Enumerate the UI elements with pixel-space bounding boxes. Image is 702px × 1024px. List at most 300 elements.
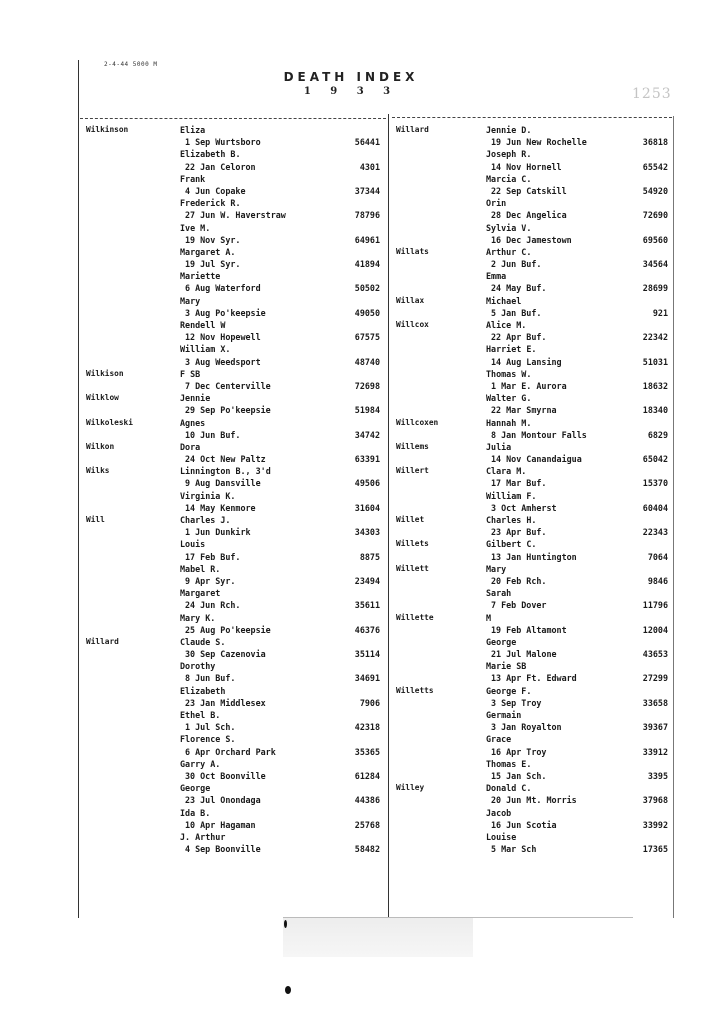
entry-detail-line <box>86 282 384 294</box>
entry-name-line <box>86 295 384 307</box>
index-entry <box>396 295 672 319</box>
index-entry <box>396 636 672 660</box>
index-entry <box>86 660 384 684</box>
certificate-number: 6829 <box>647 429 668 440</box>
death-date-place: 3 Oct Amherst <box>491 502 557 513</box>
certificate-number: 35611 <box>354 600 380 611</box>
entry-detail-line <box>396 794 672 806</box>
entry-name-line <box>396 538 672 550</box>
index-entry <box>396 465 672 489</box>
given-name: Mariette <box>180 271 221 282</box>
entry-detail-line <box>396 624 672 636</box>
certificate-number: 56441 <box>354 137 380 148</box>
certificate-number: 37968 <box>642 795 668 806</box>
entry-name-line <box>86 465 384 477</box>
given-name: Frank <box>180 173 206 184</box>
entry-name-line <box>86 831 384 843</box>
index-entry <box>86 173 384 197</box>
entry-detail-line <box>396 575 672 587</box>
given-name: Emma <box>486 271 507 282</box>
certificate-number: 51984 <box>354 405 380 416</box>
surname: Willetts <box>396 685 434 695</box>
death-date-place: 3 Sep Troy <box>491 697 542 708</box>
certificate-number: 72690 <box>642 210 668 221</box>
index-entry <box>86 807 384 831</box>
entry-detail-line <box>396 721 672 733</box>
entry-name-line <box>86 246 384 258</box>
entry-name-line <box>396 636 672 648</box>
index-entry <box>86 197 384 221</box>
death-date-place: 22 Mar Smyrna <box>491 405 557 416</box>
entry-name-line <box>86 709 384 721</box>
death-date-place: 7 Feb Dover <box>491 600 547 611</box>
index-column-left <box>86 124 384 855</box>
entry-detail-line <box>396 697 672 709</box>
given-name: Michael <box>486 295 522 306</box>
certificate-number: 33912 <box>642 746 668 757</box>
death-date-place: 28 Dec Angelica <box>491 210 567 221</box>
entry-name-line <box>86 636 384 648</box>
certificate-number: 49050 <box>354 307 380 318</box>
given-name: Walter G. <box>486 393 532 404</box>
entry-detail-line <box>86 429 384 441</box>
certificate-number: 921 <box>652 307 668 318</box>
certificate-number: 54920 <box>642 185 668 196</box>
index-entry <box>396 490 672 514</box>
entry-name-line <box>396 319 672 331</box>
death-date-place: 5 Jan Buf. <box>491 307 542 318</box>
given-name: Harriet E. <box>486 344 537 355</box>
entry-name-line <box>86 490 384 502</box>
surname: Wilkoleski <box>86 417 133 427</box>
given-name: George F. <box>486 685 532 696</box>
entry-name-line <box>396 441 672 453</box>
death-date-place: 6 Apr Orchard Park <box>185 746 276 757</box>
index-entry <box>396 270 672 294</box>
death-date-place: 4 Sep Boonville <box>185 844 261 855</box>
entry-name-line <box>396 612 672 624</box>
entry-detail-line <box>86 624 384 636</box>
surname: Wilkon <box>86 441 115 451</box>
entry-detail-line <box>86 575 384 587</box>
given-name: Agnes <box>180 417 206 428</box>
entry-name-line <box>86 538 384 550</box>
entry-name-line <box>86 343 384 355</box>
death-date-place: 9 Apr Syr. <box>185 575 236 586</box>
index-entry <box>86 295 384 319</box>
entry-detail-line <box>86 551 384 563</box>
entry-detail-line <box>86 770 384 782</box>
death-date-place: 13 Jan Huntington <box>491 551 577 562</box>
given-name: Jacob <box>486 807 512 818</box>
certificate-number: 22343 <box>642 527 668 538</box>
given-name: F SB <box>180 368 201 379</box>
surname: Willey <box>396 783 425 793</box>
entry-name-line <box>86 612 384 624</box>
death-date-place: 4 Jun Copake <box>185 185 246 196</box>
index-entry <box>396 514 672 538</box>
index-entry <box>86 222 384 246</box>
death-date-place: 20 Jun Mt. Morris <box>491 795 577 806</box>
given-name: Virginia K. <box>180 490 236 501</box>
death-date-place: 23 Apr Buf. <box>491 527 547 538</box>
given-name: George <box>486 636 517 647</box>
given-name: Hannah M. <box>486 417 532 428</box>
entry-detail-line <box>396 819 672 831</box>
given-name: Ida B. <box>180 807 211 818</box>
death-date-place: 10 Jun Buf. <box>185 429 241 440</box>
entry-name-line <box>86 392 384 404</box>
death-date-place: 19 Jul Syr. <box>185 259 241 270</box>
entry-name-line <box>396 685 672 697</box>
certificate-number: 7064 <box>647 551 668 562</box>
entry-name-line <box>396 563 672 575</box>
entry-name-line <box>86 197 384 209</box>
death-date-place: 23 Jan Middlesex <box>185 697 266 708</box>
index-entry <box>86 392 384 416</box>
entry-detail-line <box>86 746 384 758</box>
entry-detail-line <box>396 282 672 294</box>
certificate-number: 46376 <box>354 624 380 635</box>
entry-detail-line <box>396 429 672 441</box>
entry-name-line <box>86 319 384 331</box>
certificate-number: 64961 <box>354 234 380 245</box>
certificate-number: 22342 <box>642 332 668 343</box>
entry-detail-line <box>86 721 384 733</box>
given-name: Sylvia V. <box>486 222 532 233</box>
index-entry <box>396 392 672 416</box>
entry-detail-line <box>86 307 384 319</box>
entry-detail-line <box>86 819 384 831</box>
entry-name-line <box>86 270 384 282</box>
surname: Wilks <box>86 466 110 476</box>
entry-name-line <box>86 417 384 429</box>
given-name: Mary <box>180 295 201 306</box>
death-date-place: 19 Nov Syr. <box>185 234 241 245</box>
page-number: 1253 <box>632 86 672 102</box>
entry-detail-line <box>86 599 384 611</box>
certificate-number: 3395 <box>647 770 668 781</box>
entry-detail-line <box>396 746 672 758</box>
certificate-number: 78796 <box>354 210 380 221</box>
entry-name-line <box>396 733 672 745</box>
index-entry <box>86 490 384 514</box>
entry-detail-line <box>86 258 384 270</box>
given-name: Florence S. <box>180 734 236 745</box>
death-date-place: 16 Apr Troy <box>491 746 547 757</box>
index-entry <box>396 417 672 441</box>
entry-detail-line <box>86 136 384 148</box>
entry-detail-line <box>86 843 384 855</box>
entry-detail-line <box>396 185 672 197</box>
entry-detail-line <box>86 648 384 660</box>
entry-detail-line <box>396 672 672 684</box>
top-rule-right <box>392 117 672 118</box>
death-date-place: 13 Apr Ft. Edward <box>491 673 577 684</box>
entry-name-line <box>86 587 384 599</box>
death-date-place: 23 Jul Onondaga <box>185 795 261 806</box>
index-entry <box>396 222 672 246</box>
entry-name-line <box>396 782 672 794</box>
death-date-place: 30 Sep Cazenovia <box>185 649 266 660</box>
death-date-place: 19 Feb Altamont <box>491 624 567 635</box>
certificate-number: 36818 <box>642 137 668 148</box>
entry-name-line <box>396 343 672 355</box>
ink-blot <box>284 920 287 928</box>
surname: Willet <box>396 515 425 524</box>
index-entry <box>86 758 384 782</box>
entry-detail-line <box>396 209 672 221</box>
entry-name-line <box>86 173 384 185</box>
index-entry <box>86 612 384 636</box>
entry-name-line <box>396 295 672 307</box>
death-date-place: 17 Mar Buf. <box>491 478 547 489</box>
index-entry <box>396 563 672 587</box>
given-name: Donald C. <box>486 783 532 794</box>
index-entry <box>86 685 384 709</box>
certificate-number: 50502 <box>354 283 380 294</box>
entry-detail-line <box>86 404 384 416</box>
index-entry <box>86 563 384 587</box>
entry-detail-line <box>396 404 672 416</box>
top-rule-left <box>80 118 386 119</box>
given-name: Thomas E. <box>486 758 532 769</box>
certificate-number: 41894 <box>354 259 380 270</box>
certificate-number: 17365 <box>642 844 668 855</box>
entry-name-line <box>396 124 672 136</box>
given-name: Charles H. <box>486 515 537 525</box>
certificate-number: 39367 <box>642 722 668 733</box>
death-date-place: 30 Oct Boonville <box>185 770 266 781</box>
index-entry <box>86 441 384 465</box>
entry-detail-line <box>86 209 384 221</box>
entry-detail-line <box>396 136 672 148</box>
given-name: Margaret A. <box>180 246 236 257</box>
entry-detail-line <box>396 477 672 489</box>
death-date-place: 24 Jun Rch. <box>185 600 241 611</box>
certificate-number: 18632 <box>642 380 668 391</box>
index-entry <box>396 709 672 733</box>
given-name: William F. <box>486 490 537 501</box>
certificate-number: 48740 <box>354 356 380 367</box>
death-date-place: 22 Jan Celoron <box>185 161 256 172</box>
surname: Willax <box>396 295 425 305</box>
death-date-place: 14 Nov Hornell <box>491 161 562 172</box>
entry-name-line <box>396 222 672 234</box>
page-year: 1 9 3 3 <box>303 86 399 97</box>
certificate-number: 42318 <box>354 722 380 733</box>
certificate-number: 4301 <box>359 161 380 172</box>
death-date-place: 12 Nov Hopewell <box>185 332 261 343</box>
certificate-number: 9846 <box>647 575 668 586</box>
death-date-place: 8 Jun Buf. <box>185 673 236 684</box>
given-name: Margaret <box>180 588 221 599</box>
given-name: Orin <box>486 198 507 209</box>
entry-detail-line <box>396 526 672 538</box>
index-entry <box>396 587 672 611</box>
certificate-number: 51031 <box>642 356 668 367</box>
index-entry <box>396 368 672 392</box>
entry-detail-line <box>86 331 384 343</box>
entry-detail-line <box>86 234 384 246</box>
certificate-number: 35365 <box>354 746 380 757</box>
surname: Will <box>86 515 105 524</box>
entry-detail-line <box>396 331 672 343</box>
certificate-number: 25768 <box>354 819 380 830</box>
death-date-place: 22 Sep Catskill <box>491 185 567 196</box>
certificate-number: 63391 <box>354 454 380 465</box>
certificate-number: 8875 <box>359 551 380 562</box>
index-column-right <box>396 124 672 855</box>
given-name: Dorothy <box>180 661 216 672</box>
certificate-number: 49506 <box>354 478 380 489</box>
entry-name-line <box>396 514 672 526</box>
death-date-place: 7 Dec Centerville <box>185 380 271 391</box>
certificate-number: 12004 <box>642 624 668 635</box>
entry-detail-line <box>396 843 672 855</box>
death-date-place: 22 Apr Buf. <box>491 332 547 343</box>
death-date-place: 14 Nov Canandaigua <box>491 454 582 465</box>
entry-name-line <box>86 368 384 380</box>
given-name: Mary <box>486 563 507 574</box>
entry-name-line <box>396 758 672 770</box>
given-name: Frederick R. <box>180 198 241 209</box>
index-entry <box>396 685 672 709</box>
entry-name-line <box>86 685 384 697</box>
given-name: Dora <box>180 441 201 452</box>
form-code: 2-4-44 5000 M <box>104 61 158 68</box>
index-entry <box>396 246 672 270</box>
entry-detail-line <box>86 697 384 709</box>
death-date-place: 25 Aug Po'keepsie <box>185 624 271 635</box>
surname: Willett <box>396 563 429 573</box>
entry-detail-line <box>86 185 384 197</box>
index-entry <box>396 831 672 855</box>
index-entry <box>396 538 672 562</box>
death-date-place: 1 Jun Dunkirk <box>185 527 251 538</box>
index-entry <box>396 148 672 172</box>
death-date-place: 8 Jan Montour Falls <box>491 429 587 440</box>
entry-name-line <box>86 733 384 745</box>
entry-detail-line <box>396 599 672 611</box>
given-name: Mabel R. <box>180 563 221 574</box>
entry-detail-line <box>396 551 672 563</box>
right-border <box>673 116 674 918</box>
certificate-number: 72698 <box>354 380 380 391</box>
death-date-place: 19 Jun New Rochelle <box>491 137 587 148</box>
entry-name-line <box>86 563 384 575</box>
entry-name-line <box>396 270 672 282</box>
entry-detail-line <box>396 770 672 782</box>
scan-smudge <box>283 917 473 957</box>
index-entry <box>396 173 672 197</box>
entry-name-line <box>86 222 384 234</box>
surname: Willard <box>396 125 429 134</box>
entry-detail-line <box>86 477 384 489</box>
index-entry <box>86 587 384 611</box>
death-date-place: 3 Jan Royalton <box>491 722 562 733</box>
entry-name-line <box>396 417 672 429</box>
index-entry <box>86 733 384 757</box>
given-name: Sarah <box>486 588 512 599</box>
index-entry <box>396 807 672 831</box>
index-entry <box>86 124 384 148</box>
death-date-place: 5 Mar Sch <box>491 844 537 855</box>
index-entry <box>86 270 384 294</box>
ink-blot <box>285 986 291 994</box>
surname: Willats <box>396 246 429 256</box>
death-date-place: 3 Aug Weedsport <box>185 356 261 367</box>
certificate-number: 60404 <box>642 502 668 513</box>
given-name: Arthur C. <box>486 246 532 257</box>
given-name: Eliza <box>180 125 206 135</box>
death-date-place: 16 Jun Scotia <box>491 819 557 830</box>
entry-name-line <box>86 514 384 526</box>
entry-detail-line <box>396 380 672 392</box>
entry-detail-line <box>86 453 384 465</box>
entry-name-line <box>396 148 672 160</box>
surname: Wilklow <box>86 393 119 403</box>
given-name: Mary K. <box>180 612 216 623</box>
index-entry <box>396 197 672 221</box>
certificate-number: 34742 <box>354 429 380 440</box>
given-name: Rendell W <box>180 320 226 330</box>
death-date-place: 3 Aug Po'keepsie <box>185 307 266 318</box>
index-entry <box>396 782 672 806</box>
death-date-place: 17 Feb Buf. <box>185 551 241 562</box>
index-entry <box>86 636 384 660</box>
index-entry <box>86 319 384 343</box>
certificate-number: 35114 <box>354 649 380 660</box>
certificate-number: 33992 <box>642 819 668 830</box>
entry-detail-line <box>86 794 384 806</box>
entry-name-line <box>396 660 672 672</box>
surname: Willets <box>396 539 429 549</box>
certificate-number: 7906 <box>359 697 380 708</box>
entry-name-line <box>86 807 384 819</box>
entry-detail-line <box>396 307 672 319</box>
entry-detail-line <box>396 356 672 368</box>
entry-name-line <box>396 587 672 599</box>
entry-name-line <box>396 490 672 502</box>
index-entry <box>396 441 672 465</box>
scan-edge-rule <box>283 917 633 918</box>
given-name: Gilbert C. <box>486 539 537 550</box>
entry-detail-line <box>396 161 672 173</box>
death-date-place: 9 Aug Dansville <box>185 478 261 489</box>
certificate-number: 23494 <box>354 575 380 586</box>
index-entry <box>396 343 672 367</box>
entry-name-line <box>396 709 672 721</box>
index-entry <box>86 148 384 172</box>
given-name: Joseph R. <box>486 149 532 160</box>
death-date-place: 1 Jul Sch. <box>185 722 236 733</box>
certificate-number: 15370 <box>642 478 668 489</box>
given-name: Elizabeth B. <box>180 149 241 160</box>
given-name: Charles J. <box>180 515 231 525</box>
given-name: Jennie <box>180 393 211 404</box>
index-entry <box>396 660 672 684</box>
death-date-place: 6 Aug Waterford <box>185 283 261 294</box>
index-entry <box>86 343 384 367</box>
certificate-number: 31604 <box>354 502 380 513</box>
surname: Wilkinson <box>86 125 129 134</box>
entry-detail-line <box>86 672 384 684</box>
given-name: Grace <box>486 734 512 745</box>
given-name: Marcia C. <box>486 173 532 184</box>
certificate-number: 34303 <box>354 527 380 538</box>
index-entry <box>396 319 672 343</box>
